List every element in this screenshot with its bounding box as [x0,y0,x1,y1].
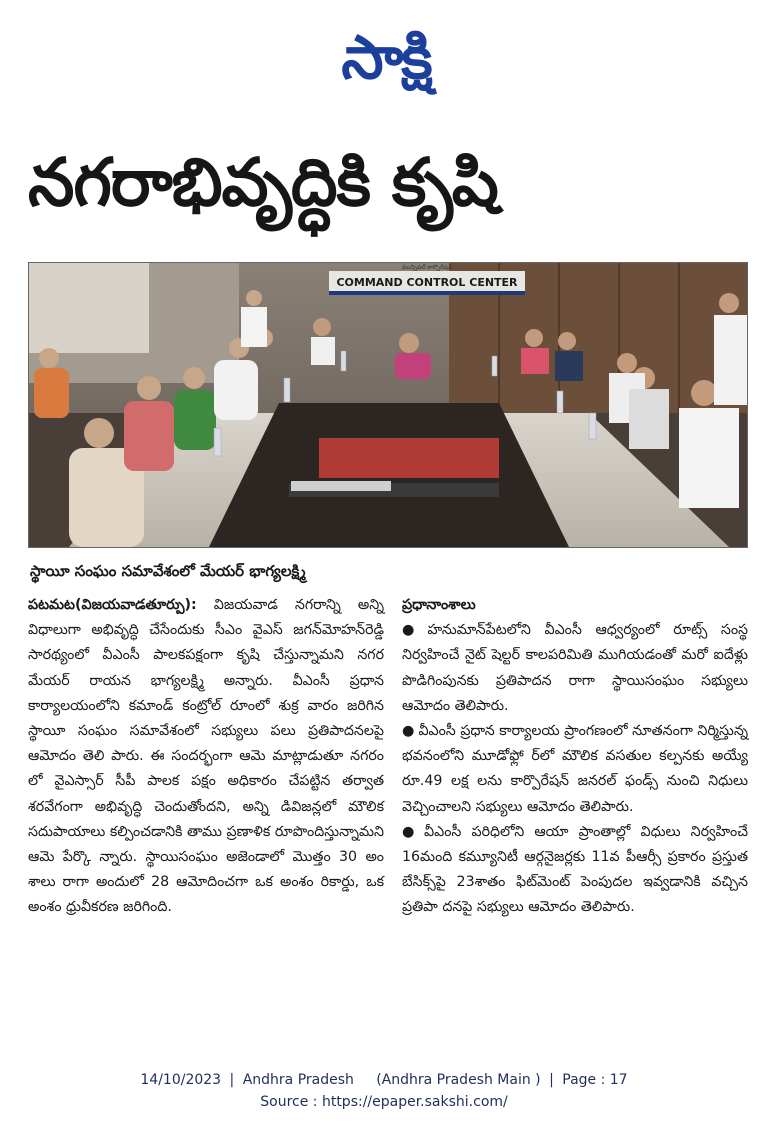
bullet-icon: ● [402,723,415,740]
highlights-title: ప్రధానాంశాలు [402,597,476,613]
corporation-sign: మున్సిపల్ కార్పొరేషన్ [401,264,453,271]
footer-meta [0,1072,768,1088]
article-body-column [28,593,384,921]
command-center-sign: COMMAND CONTROL CENTER [336,276,518,289]
article-headline: నగరాభివృద్ధికి కృషి [28,144,498,221]
footer-date: 14/10/2023 [140,1072,222,1088]
footer-edition-main: (Andhra Pradesh Main ) [376,1072,541,1088]
highlights-column [402,593,748,921]
footer-source: Source : https://epaper.sakshi.com/ [260,1094,508,1110]
highlight-item: ● హనుమాన్‌పేటలోని వీఎంసీ ఆధ్వర్యంలో రూట్స్ సంస్థ నిర్వహించే నైట్ షెల్టర్ కాలపరిమితి ముగియడంతో మరో ఐదేళ్లు పొడిగింపునకు ప్రతిపాదన రాగా స్థాయిసంఘం సభ్యులు ఆమోదం తెలిపారు. [402,622,748,714]
footer-separator: | [549,1072,554,1088]
footer-separator: | [229,1072,235,1088]
highlight-item: ● వీఎంసీ పరిధిలోని ఆయా ప్రాంతాల్లో విధులు నిర్వహించే 16మంది కమ్యూనిటీ ఆర్గనైజర్లకు 11వ పీఆర్సీ ప్రకారం ప్రస్తుత బేసిక్స్‌పై 23శాతం ఫిట్‌మెంట్ పెంపుదల ఇవ్వడానికి వచ్చిన ప్రతిపా దనపై సభ్యులు ఆమోదం తెలిపారు. [402,823,748,916]
meeting-photo [28,262,748,548]
highlight-item: ● వీఎంసీ ప్రధాన కార్యాలయ ప్రాంగణంలో నూతనంగా నిర్మిస్తున్న భవనంలోని మూడోఫ్లో ర్‌లో మౌలిక వసతుల కల్పనకు అయ్యే రూ.49 లక్ష లను కార్పొరేషన్ జనరల్ ఫండ్స్ నుంచి నిధులు వెచ్చించాలని సభ్యులు ఆమోదం తెలిపారు. [402,723,748,815]
bullet-icon: ● [402,622,424,639]
dateline: పటమట(విజయవాడతూర్పు): [28,597,197,613]
bullet-icon: ● [402,823,421,840]
logo-text: సాక్షి [341,23,431,93]
photo-caption: స్థాయీ సంఘం సమావేశంలో మేయర్ భాగ్యలక్ష్మి [30,562,306,580]
footer-page: Page : 17 [562,1072,628,1088]
footer-edition: Andhra Pradesh [242,1072,354,1088]
sakshi-logo [288,18,484,98]
article-body-text: విజయవాడ నగరాన్ని అన్ని విధాలుగా అభివృద్ధి చేసేందుకు సీఎం వైఎస్ జగన్‌మోహన్‌రెడ్డి సారథ్యంలో వీఎంసీ పాలకపక్షంగా కృషి చేస్తున్నామని నగర మేయర్ రాయన భాగ్యలక్ష్మి అన్నారు. వీఎంసీ ప్రధాన కార్యాలయంలోని కమాండ్ కంట్రోల్ రూంలో శుక్ర వారం జరిగిన స్థాయీ సంఘం సమావేశంలో సభ్యులు పలు ప్రతిపాదనలపై ఆమోదం తెలి పారు. ఈ సందర్భంగా ఆమె మాట్లాడుతూ నగరం లో వైఎస్సార్ సీపీ పాలక పక్షం అధికారం చేపట్టిన తర్వాత శరవేగంగా అభివృద్ధి చెందుతోందని, అన్ని డివిజన్లలో మౌలిక సదుపాయాలు కల్పించడానికి తాము ప్రణాళిక రూపొందిస్తున్నామని ఆమె పేర్కొ న్నారు. స్థాయిసంఘం అజెండాలో మొత్తం 30 అం శాలు రాగా అందులో 28 ఆమోదించగా ఒక అంశం రికార్డు, ఒక అంశం ధ్రువీకరణ జరిగింది. [28,597,384,916]
